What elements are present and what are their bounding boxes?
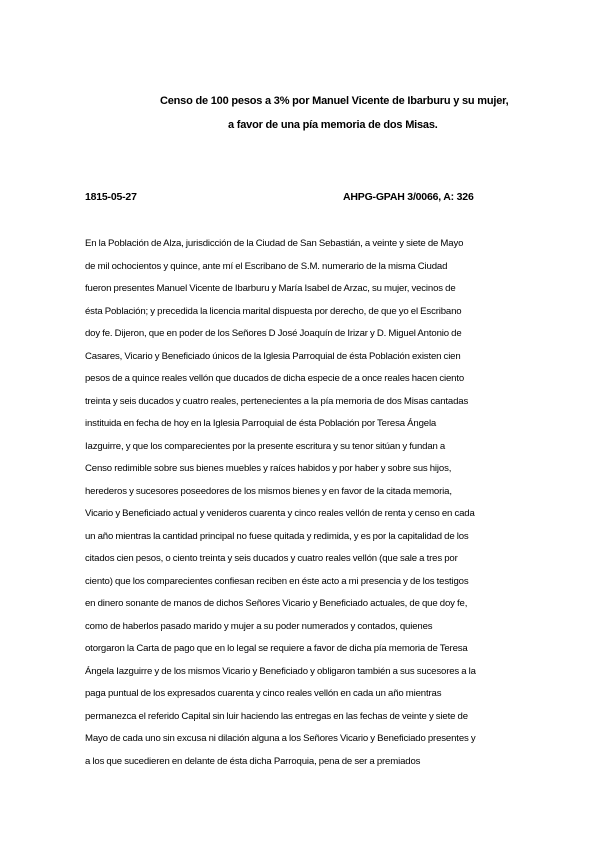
body-line: herederos y sucesores poseedores de los mismos bienes y en favor de la citada memoria, [85, 485, 452, 497]
body-line: instituida en fecha de hoy en la Iglesia Parroquial de ésta Población por Teresa Ángela [85, 418, 437, 429]
body-line: Vicario y Beneficiado actual y venideros cuarenta y cinco reales vellón de renta y censo en cada [85, 508, 475, 519]
body-line: En la Población de Alza, jurisdicción de la Ciudad de San Sebastián, a veinte y siete de Mayo [85, 238, 464, 249]
body-line: Casares, Vicario y Beneficiado únicos de la Iglesia Parroquial de ésta Población existen cien [85, 350, 461, 362]
body-line: doy fe. Dijeron, que en poder de los Señores D José Joaquín de Irizar y D. Miguel Antonio de [85, 328, 462, 339]
body-line: fueron presentes Manuel Vicente de Ibarburu y María Isabel de Arzac, su mujer, vecinos de [85, 283, 456, 294]
body-line: a los que sucedieren en delante de ésta dicha Parroquia, pena de ser a premiados [85, 755, 421, 767]
body-line: permanezca el referido Capital sin luir haciendo las entregas en las fechas de veinte y siete de [85, 710, 468, 722]
body-line: Mayo de cada uno sin excusa ni dilación alguna a los Señores Vicario y Beneficiado presentes y [85, 733, 476, 744]
body-line: citados cien pesos, o ciento treinta y seis ducados y cuatro reales vellón (que sale a tres por [85, 553, 458, 564]
body-line: de mil ochocientos y quince, ante mí el Escribano de S.M. numerario de la misma Ciudad [85, 260, 448, 272]
document-date: 1815-05-27 [85, 191, 137, 203]
body-line: un año mientras la cantidad principal no fuese quitada y redimida, y es por la capitalidad de los [85, 530, 469, 542]
body-line: en dinero sonante de manos de dichos Señores Vicario y Beneficiado actuales, de que doy fe, [85, 598, 468, 609]
body-line: pesos de a quince reales vellón que ducados de dicha especie de a once reales hacen ciento [85, 373, 465, 384]
body-line: Ángela Iazguirre y de los mismos Vicario y Beneficiado y obligaron también a sus sucesores a la [85, 665, 476, 677]
document-body [85, 233, 515, 773]
body-line: ciento) que los comparecientes confiesan reciben en éste acto a mi presencia y de los testigos [85, 575, 469, 587]
archive-signature: AHPG-GPAH 3/0066, A: 326 [343, 191, 474, 203]
body-line: Censo redimible sobre sus bienes muebles y raíces habidos y por haber y sobre sus hijos, [85, 463, 452, 474]
body-line: como de haberlos pasado marido y mujer a su poder numerados y contados, quienes [85, 620, 433, 632]
body-line: Iazguirre, y que los comparecientes por la presente escritura y su tenor sitúan y fundan a [85, 440, 446, 452]
body-line: otorgaron la Carta de pago que en lo legal se requiere a favor de dicha pía memoria de Teresa [85, 643, 468, 654]
body-line: paga puntual de los expresados cuarenta y cinco reales vellón en cada un año mientras [85, 688, 442, 699]
document-title-line-1: Censo de 100 pesos a 3% por Manuel Vicente de Ibarburu y su mujer, [160, 95, 509, 107]
body-line: treinta y seis ducados y cuatro reales, pertenecientes a la pía memoria de dos Misas cantadas [85, 395, 469, 407]
body-line: ésta Población; y precedida la licencia marital dispuesta por derecho, de que yo el Escribano [85, 305, 462, 317]
document-title-line-2: a favor de una pía memoria de dos Misas. [228, 119, 438, 131]
